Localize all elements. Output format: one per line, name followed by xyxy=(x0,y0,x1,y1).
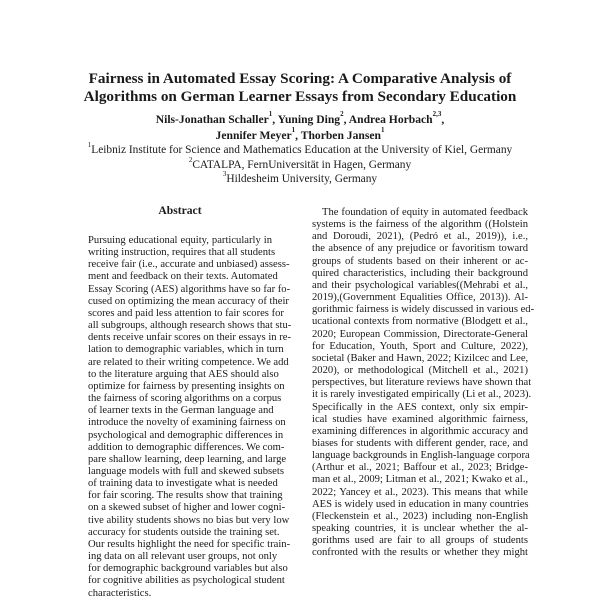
author-affil-mark: 1 xyxy=(268,110,273,118)
text-line: biases for students with different gender, race, and xyxy=(312,437,528,449)
text-line: Essay Scoring (AES) algorithms have so far fo- xyxy=(88,283,291,295)
text-line: systems is the fairness of the algorithm ((Holstein xyxy=(312,219,528,231)
text-line: cused on optimizing the mean accuracy of their xyxy=(88,295,289,307)
text-line: language models with full and skewed subsets xyxy=(88,465,284,477)
text-line: perspectives, but literature reviews have shown that xyxy=(312,377,532,389)
affiliation xyxy=(0,155,600,173)
text-line: on a skewed subset of higher and lower cogni- xyxy=(88,502,286,514)
author-affil-mark: 2 xyxy=(340,110,344,118)
text-line: lation to demographic variables, which in turn xyxy=(88,344,284,356)
text-line: the absence of any prejudice or favoritism toward xyxy=(312,243,528,255)
text-line: ing data on all relevant user groups, not only xyxy=(88,551,278,563)
text-line: 2022; Yancey et al., 2023). This means that while xyxy=(312,486,528,498)
text-line: are related to their writing competence. We add xyxy=(88,356,289,368)
affil-text: CATALPA, FernUniversität in Hagen, Germany xyxy=(192,158,412,171)
text-line: receive fair (i.e., accurate and unbiased) assess- xyxy=(88,259,290,271)
text-line: it is rarely investigated empirically (Li et al., 2023). xyxy=(312,389,532,401)
author-line: Jennifer Meyer$^1$, Thorben Jansen$^1$ xyxy=(215,126,385,142)
affiliations xyxy=(0,143,600,187)
abstract-heading: Abstract xyxy=(158,204,202,217)
affiliation xyxy=(0,172,600,187)
text-line: to the literature arguing that AES should also xyxy=(88,368,279,380)
affil-text: Leibniz Institute for Science and Mathematics Education at the University of Kiel, Germany xyxy=(91,144,513,156)
text-line: Pursuing educational equity, particularly in xyxy=(88,235,272,246)
text-line: and their psychological variables((Mehrabi et al., xyxy=(312,279,528,291)
text-line: 2020), or methodological (Mitchell et al., 2021) xyxy=(312,365,528,377)
text-line: scores and paid less attention to fair scores for xyxy=(88,307,284,319)
text-line: 2020; European Commission, Directorate-General xyxy=(312,328,528,340)
affil-mark: 1 xyxy=(87,141,92,149)
text-line: addition to demographic differences. We com- xyxy=(88,441,285,453)
text-line: gorithms used are fair to all groups of students xyxy=(312,535,528,547)
text-line: confronted with the results or whether they might xyxy=(312,547,528,559)
text-line: of learner texts in the German language and xyxy=(88,405,274,417)
text-line: language backgrounds in English-language corpora xyxy=(312,450,530,462)
text-line: groups of students based on their inherent or ac- xyxy=(312,255,528,267)
author-line: Nils-Jonathan Schaller$^1$, Yuning Ding$^2$, Andrea Horbach$^{2,3}$, xyxy=(155,110,445,126)
text-line: (Fleckenstein et al., 2023) including non-English xyxy=(312,510,528,522)
text-line: for demographic background variables but also xyxy=(88,563,288,575)
text-line: speaking countries, it is unclear whether the al- xyxy=(312,523,528,535)
text-line: societal (Baker and Hawn, 2022; Kizilcec and Lee, xyxy=(312,352,529,364)
text-line: and Doroudi, 2021), (Pedró et al., 2019)), i.e., xyxy=(312,231,528,243)
abstract-body xyxy=(88,235,292,600)
text-line: man et al., 2009; Litman et al., 2021; Kwako et al., xyxy=(312,474,528,486)
text-line: Specifically in the AES context, only six empir- xyxy=(312,401,528,413)
text-line: tive ability students shows no bias but very low xyxy=(88,514,290,526)
text-line: ucational contexts from normative (Blodgett et al., xyxy=(312,316,528,328)
author-affil-mark: 1 xyxy=(291,126,296,134)
affil-mark: 3 xyxy=(222,170,227,179)
text-line: psychological and demographic differences in xyxy=(88,429,284,441)
title-line: Algorithms on German Learner Essays from Secondary Education xyxy=(83,88,517,105)
text-line: ical studies have examined algorithmic fairness, xyxy=(312,413,528,425)
text-line: (Arthur et al., 2021; Baffour et al., 2023; Bridge- xyxy=(312,462,528,474)
text-line: examining differences in algorithmic accuracy and xyxy=(312,425,528,437)
author-affil-mark: 2,3 xyxy=(432,110,442,118)
text-line: all subgroups, although research shows that stu- xyxy=(88,320,292,332)
text-line: AES is widely used in education in many countries xyxy=(312,498,529,510)
text-line: quired characteristics, including their background xyxy=(312,267,528,279)
author-name: Thorben Jansen xyxy=(300,129,381,142)
text-line: gorithmic fairness is widely discussed in various ed- xyxy=(312,304,535,316)
author-list xyxy=(0,112,600,144)
affil-text: Hildesheim University, Germany xyxy=(226,173,378,186)
text-line: pare shallow learning, deep learning, and large xyxy=(88,453,287,465)
author-name: Nils-Jonathan Schaller xyxy=(155,113,269,126)
text-line: of training data to investigate what is needed xyxy=(88,478,278,490)
text-line: for fair scoring. The results show that training xyxy=(88,490,283,502)
author-name: Andrea Horbach xyxy=(348,113,433,126)
text-line: optimize for fairness by presenting insights on xyxy=(88,380,285,392)
intro-body xyxy=(312,207,535,560)
title-line: Fairness in Automated Essay Scoring: A Comparative Analysis of xyxy=(88,70,512,87)
text-line: characteristics. xyxy=(88,587,152,599)
text-line: Our results highlight the need for specific train- xyxy=(88,538,291,550)
text-line: for Education, Youth, Sport and Culture, 2022), xyxy=(312,340,528,352)
affil-mark: 2 xyxy=(188,155,193,164)
author-name: Yuning Ding xyxy=(277,113,341,126)
text-line: for cognitive abilities as psychological student xyxy=(88,575,285,587)
text-line: accuracy for students outside the training set. xyxy=(88,526,280,538)
text-line: The foundation of equity in automated feedback xyxy=(322,207,528,218)
text-line: writing instruction, requires that all students xyxy=(88,247,276,259)
author-name: Jennifer Meyer xyxy=(215,129,292,142)
author-affil-mark: 1 xyxy=(380,126,385,134)
affiliation xyxy=(0,143,600,158)
text-line: the fairness of scoring algorithms on a corpus xyxy=(88,393,282,405)
text-line: ment and feedback on their texts. Automated xyxy=(88,271,278,283)
text-line: dents receive unfair scores on their essays in re- xyxy=(88,332,291,344)
text-line: 2019),(Government Equalities Office, 2013)). Al- xyxy=(312,292,528,304)
paper-title xyxy=(0,70,600,106)
text-line: introduce the novelty of examining fairness on xyxy=(88,417,286,429)
